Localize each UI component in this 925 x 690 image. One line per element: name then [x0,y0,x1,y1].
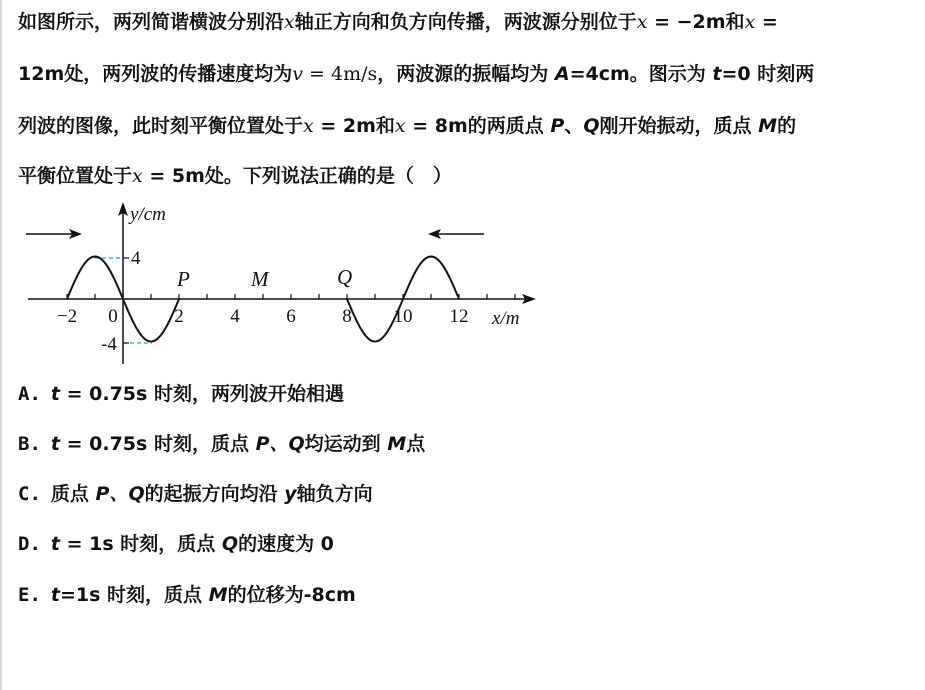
x-tick-label: 4 [230,306,240,327]
x-axis-label: x/m [492,308,520,329]
x-tick-label: 12 [449,306,469,327]
x-tick-label: 6 [286,306,296,327]
x-tick-label: 8 [342,306,352,327]
arrow-right-icon [26,229,82,239]
option-d[interactable]: D. t = 1s 时刻，质点 Q的速度为 0 [18,533,334,555]
wave-figure [18,196,548,366]
y-label-negative: -4 [101,334,117,355]
arrow-left-icon [428,229,484,239]
option-b[interactable]: B. t = 0.75s 时刻，质点 P、Q均运动到 M点 [18,433,426,455]
question-stem-line-3: 列波的图像，此时刻平衡位置处于x = 2m和x = 8m的两质点 P、Q刚开始振动，质点 M的 [18,115,797,137]
x-tick-labels [57,306,469,327]
x-tick-label: 2 [174,306,184,327]
option-c[interactable]: C. 质点 P、Q的起振方向均沿 y轴负方向 [18,483,373,505]
x-tick-label: 0 [108,306,118,327]
point-p-label: P [177,267,190,291]
question-stem-line-2: 12m处，两列波的传播速度均为v = 4m/s，两波源的振幅均为 A=4cm。图示为 t=0 时刻两 [18,63,815,85]
x-tick-label: 10 [393,306,413,327]
point-m-label: M [251,267,269,291]
option-a[interactable]: A. t = 0.75s 时刻，两列波开始相遇 [18,383,344,405]
page-border [0,0,2,690]
point-q-label: Q [337,265,353,289]
option-e[interactable]: E. t=1s 时刻，质点 M的位移为-8cm [18,584,356,606]
question-stem-line-1: 如图所示，两列简谐横波分别沿x轴正方向和负方向传播，两波源分别位于x = −2m和x = [18,11,778,33]
question-stem-line-4: 平衡位置处于x = 5m处。下列说法正确的是（ ） [18,165,452,187]
y-label-positive: 4 [131,248,141,269]
x-tick-label: −2 [56,306,78,327]
y-axis-label: y/cm [130,204,166,225]
